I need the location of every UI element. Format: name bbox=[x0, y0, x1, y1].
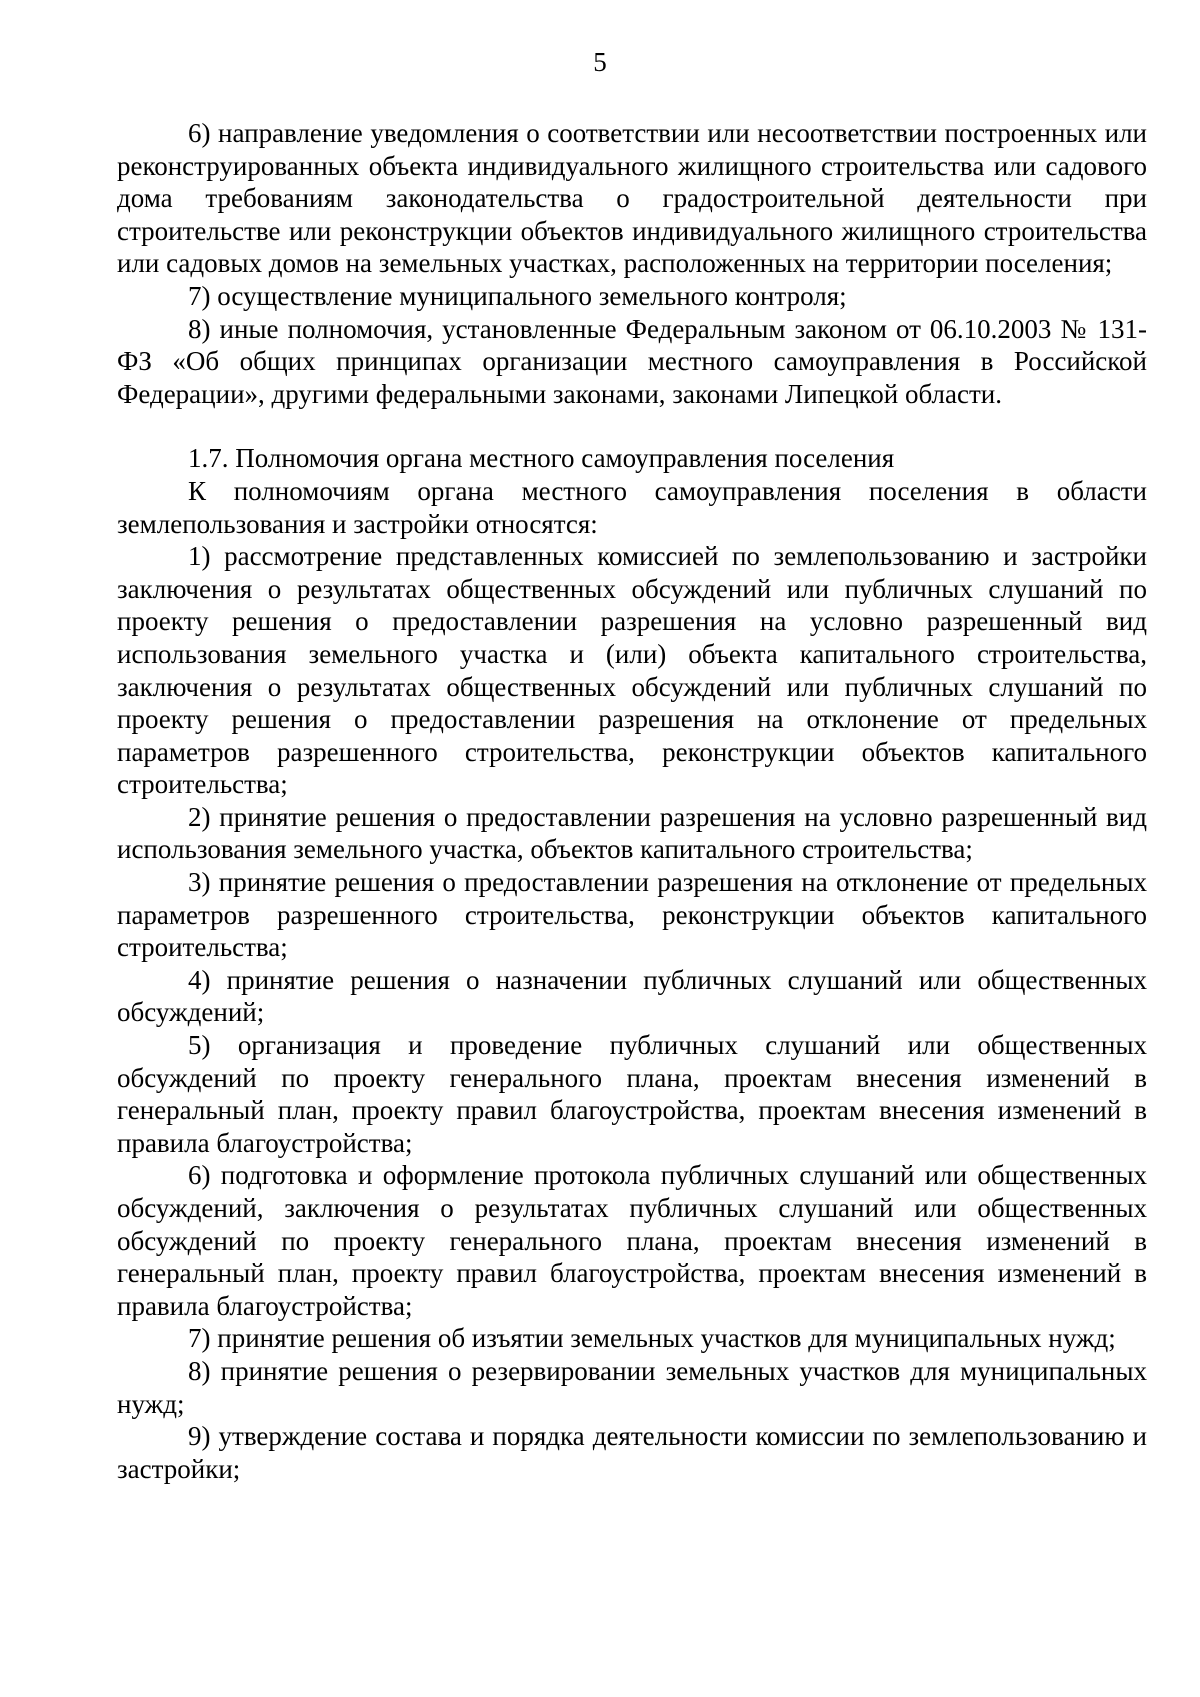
list-item-2: 2) принятие решения о предоставлении разрешения на условно разрешенный вид использования земельного участка, объектов капитального строительства; bbox=[117, 801, 1147, 865]
paragraph-item-6-notification: 6) направление уведомления о соответствии или несоответствии построенных или реконструированных объекта индивидуального жилищного строительства или садового дома требованиям законодательства о градостроительной деятельности при строительстве или реконструкции объектов индивидуального жилищного строительства или садовых домов на земельных участках, расположенных на территории поселения; bbox=[117, 118, 1147, 279]
list-item-4: 4) принятие решения о назначении публичных слушаний или общественных обсуждений; bbox=[117, 964, 1147, 1028]
page-number: 5 bbox=[593, 47, 607, 77]
list-item-1: 1) рассмотрение представленных комиссией по землепользованию и застройки заключения о результатах общественных обсуждений или публичных слушаний по проекту решения о предоставлении разрешения на условно разрешенный вид использования земельного участка и (или) объекта капитального строительства, заключения о результатах общественных обсуждений или публичных слушаний по проекту решения о предоставлении разрешения на отклонение от предельных параметров разрешенного строительства, реконструкции объектов капитального строительства; bbox=[117, 541, 1147, 800]
list-item-7: 7) принятие решения об изъятии земельных участков для муниципальных нужд; bbox=[188, 1323, 1116, 1354]
paragraph-item-7-land-control: 7) осуществление муниципального земельного контроля; bbox=[188, 280, 847, 311]
list-item-6: 6) подготовка и оформление протокола публичных слушаний или общественных обсуждений, заключения о результатах публичных слушаний или общественных обсуждений по проекту генерального плана, проектам внесения изменений в генеральный план, проекту правил благоустройства, проектам внесения изменений в правила благоустройства; bbox=[117, 1160, 1147, 1321]
list-item-3: 3) принятие решения о предоставлении разрешения на отклонение от предельных параметров разрешенного строительства, реконструкции объектов капитального строительства; bbox=[117, 867, 1147, 963]
section-intro-paragraph: К полномочиям органа местного самоуправления поселения в области землепользования и застройки относятся: bbox=[117, 475, 1147, 539]
document-body bbox=[117, 117, 1147, 1485]
list-item-9: 9) утверждение состава и порядка деятельности комиссии по землепользованию и застройки; bbox=[117, 1421, 1147, 1484]
paragraph-item-8-other-powers: 8) иные полномочия, установленные Федеральным законом от 06.10.2003 № 131-ФЗ «Об общих принципах организации местного самоуправления в Российской Федерации», другими федеральными законами, законами Липецкой области. bbox=[117, 313, 1147, 409]
list-item-8: 8) принятие решения о резервировании земельных участков для муниципальных нужд; bbox=[117, 1355, 1147, 1419]
section-heading-1-7: 1.7. Полномочия органа местного самоуправления поселения bbox=[188, 443, 895, 474]
list-item-5: 5) организация и проведение публичных слушаний или общественных обсуждений по проекту генерального плана, проектам внесения изменений в генеральный план, проекту правил благоустройства, проектам внесения изменений в правила благоустройства; bbox=[117, 1030, 1147, 1158]
section-spacer bbox=[117, 410, 1147, 442]
